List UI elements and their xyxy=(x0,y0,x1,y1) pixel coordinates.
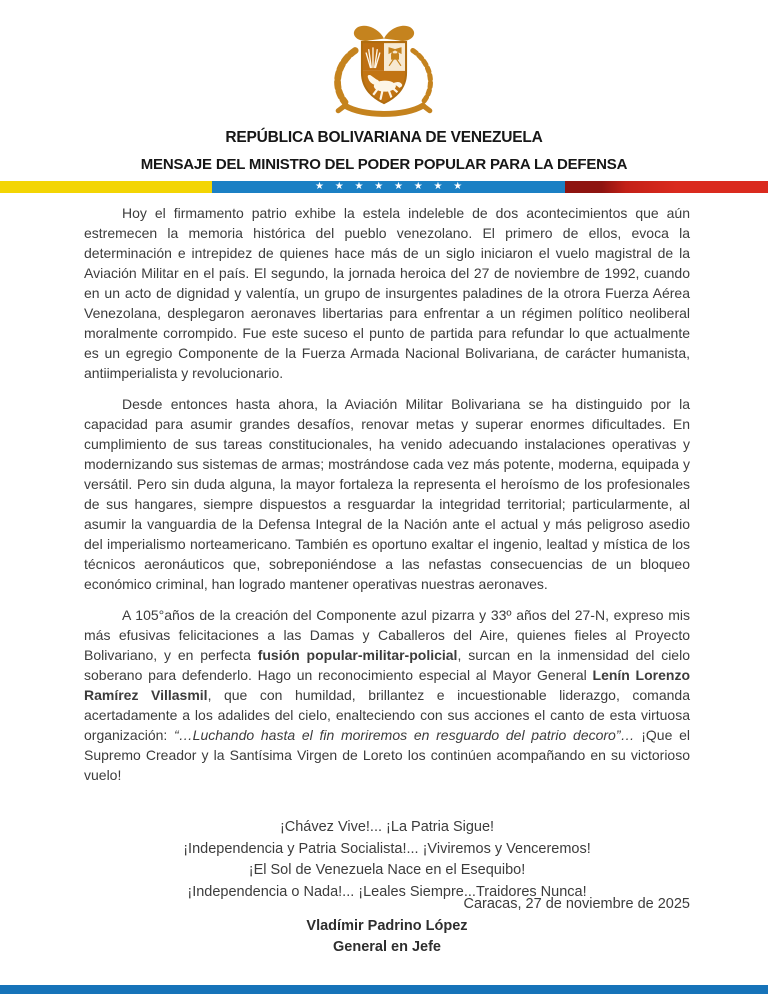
flag-blue-band xyxy=(212,181,565,193)
republic-title: REPÚBLICA BOLIVARIANA DE VENEZUELA xyxy=(225,129,543,146)
signature-block xyxy=(84,916,690,958)
signature-title: General en Jefe xyxy=(333,939,441,955)
text-segment: “…Luchando hasta el fin moriremos en resguardo del patrio decoro”… xyxy=(174,727,635,743)
star-icon: ★ ★ ★ ★ ★ ★ ★ ★ xyxy=(315,181,467,192)
flag-yellow-band xyxy=(0,181,212,193)
text-segment: Desde entonces hasta ahora, la Aviación Militar Bolivariana se ha distinguido por la capacidad para asumir grandes desafíos, renovar metas y superar enormes dificultades. En cumplimiento de sus tareas constitucionales, ha venido adecuando instalaciones operativas y modernizando sus sistemas de armas; mostrándose cada vez más potente, moderna, equipada y versátil. Pero sin duda alguna, la mayor fortaleza la representa el heroísmo de los profesionales de sus hangares, siempre dispuestos a resguardar la integridad territorial; particularmente, al asumir la vanguardia de la Defensa Integral de la Nación ante el actual y más peligroso asedio del imperialismo norteamericano. También es oportuno exaltar el ingenio, lealtad y mística de los técnicos aeronáuticos que, sobreponiéndose a las nefastas consecuencias de un bloqueo económico criminal, han logrado mantener operativas nuestras aeronaves. xyxy=(84,396,690,592)
flag-stripe xyxy=(0,181,768,193)
text-segment: Hoy el firmamento patrio exhibe la estela indeleble de dos acontecimientos que aún estremecen la memoria histórica del pueblo venezolano. El primero de ellos, evoca la determinación e intrepidez de quienes hace más de un siglo iniciaron el vuelo magistral de la Aviación Militar en el país. El segundo, la jornada heroica del 27 de noviembre de 1992, cuando en un acto de dignidad y valentía, un grupo de insurgentes paladines de la otrora Fuerza Aérea Venezolana, desplegaron aeronaves libertarias para enfrentar a un régimen político neoliberal moralmente corrompido. Fue este suceso el punto de partida para refundar lo que actualmente es un egregio Componente de la Fuerza Armada Nacional Bolivariana, de carácter humanista, antiimperialista y revolucionario. xyxy=(84,205,690,381)
footer-blue-bar xyxy=(0,985,768,994)
slogan-line: ¡Independencia o Nada!... ¡Leales Siempre...Traidores Nunca! xyxy=(187,883,587,900)
slogans-block xyxy=(84,817,690,903)
paragraph-1 xyxy=(84,203,690,383)
text-segment: ¡Que el Supremo Creador y la Santísima Virgen de Loreto los continúen acompañando en su victorioso vuelo! xyxy=(84,727,690,783)
flag-stars xyxy=(212,181,565,193)
emblem-container xyxy=(0,20,768,126)
text-segment: , surcan en la inmensidad del cielo soberano para defenderlo. Hago un reconocimiento especial al Mayor General xyxy=(84,647,690,683)
text-segment: , que con humildad, brillantez e incuestionable liderazgo, comanda acertadamente a los adalides del cielo, enalteciendo con sus acciones el canto de esta virtuosa organización: xyxy=(84,687,690,743)
signature-name: Vladímir Padrino López xyxy=(306,918,468,934)
slogan-line: ¡Chávez Vive!... ¡La Patria Sigue! xyxy=(279,819,495,835)
slogan-line: ¡Independencia y Patria Socialista!... ¡Viviremos y Venceremos! xyxy=(183,840,591,857)
paragraph-3 xyxy=(84,605,690,785)
venezuela-coat-of-arms-icon xyxy=(316,20,452,126)
text-segment: A 105°años de la creación del Componente azul pizarra y 33º años del 27-N, expreso mis más efusivas felicitaciones a las Damas y Caballeros del Aire, quienes fieles al Proyecto Bolivariano, y en perfecta xyxy=(84,607,690,663)
paragraph-2 xyxy=(84,394,690,594)
dateline: Caracas, 27 de noviembre de 2025 xyxy=(463,896,690,912)
text-segment: Lenín Lorenzo Ramírez Villasmil xyxy=(84,667,690,703)
flag-red-band xyxy=(565,181,768,193)
text-segment: fusión popular-militar-policial xyxy=(257,647,458,663)
message-title: MENSAJE DEL MINISTRO DEL PODER POPULAR PARA LA DEFENSA xyxy=(140,156,628,173)
slogan-line: ¡El Sol de Venezuela Nace en el Esequibo! xyxy=(248,862,526,878)
letter-body xyxy=(84,203,690,785)
